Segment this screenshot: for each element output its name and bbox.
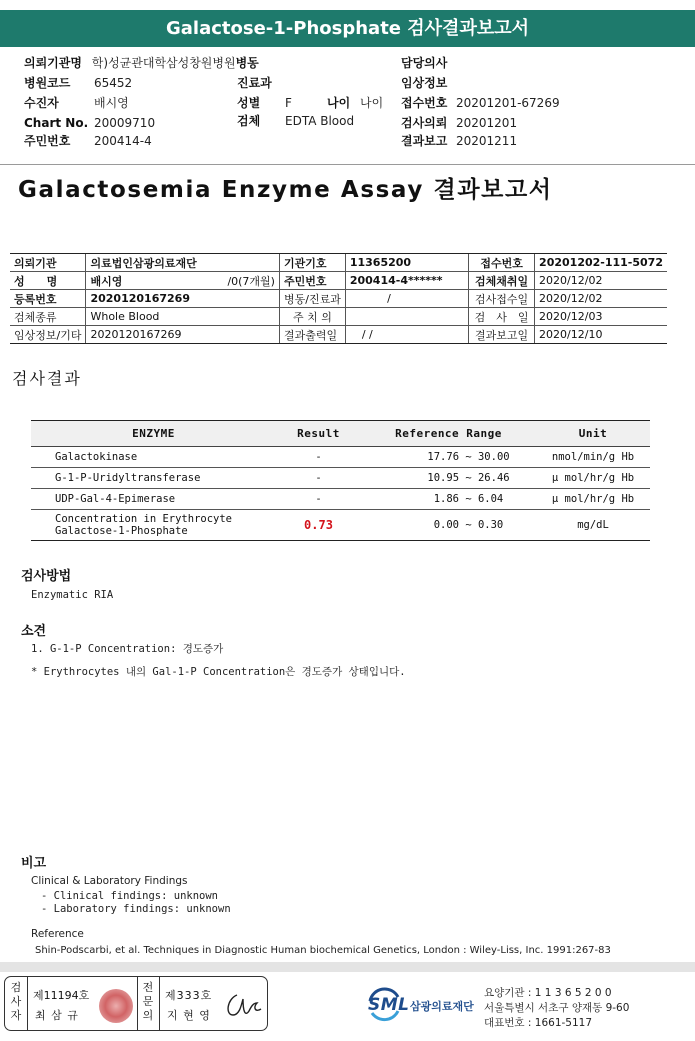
examiner-name: 최 삼 규 bbox=[35, 1009, 79, 1022]
collect-label: 검체채취일 bbox=[469, 272, 535, 290]
receipt-no-value: 20201201-67269 bbox=[456, 96, 560, 110]
examiner-number: 제11194호 bbox=[33, 989, 90, 1002]
recipient-label: 수진자 bbox=[24, 96, 59, 110]
remarks-line2: - Laboratory findings: unknown bbox=[41, 903, 231, 915]
enzyme-unit: μ mol/hr/g Hb bbox=[536, 489, 650, 510]
method-text: Enzymatic RIA bbox=[31, 589, 114, 601]
findings-line2: * Erythrocytes 내의 Gal-1-P Concentration은 경도증가 상태입니다. bbox=[31, 666, 406, 678]
org-address: 서울특별시 서초구 양재동 9-60 bbox=[484, 1002, 630, 1014]
request-date-value: 20201201 bbox=[456, 116, 518, 130]
receipt-label: 접수번호 bbox=[469, 254, 535, 272]
report-header-title: Galactose-1-Phosphate 검사결과보고서 bbox=[0, 10, 695, 47]
enzyme-unit: μ mol/hr/g Hb bbox=[536, 468, 650, 489]
org-label: 의뢰기관 bbox=[10, 254, 86, 272]
test-date-label: 검 사 일 bbox=[469, 308, 535, 326]
org-value: 의료법인삼광의료재단 bbox=[86, 254, 280, 272]
remarks-title: 비고 bbox=[21, 856, 47, 871]
report-date-value: 20201211 bbox=[456, 134, 518, 148]
name-label: 성 명 bbox=[10, 272, 86, 290]
enzyme-range: 1.86 ~ 6.04 bbox=[361, 489, 536, 510]
concentration-result: 0.73 bbox=[276, 510, 361, 541]
header-unit: Unit bbox=[536, 421, 650, 447]
resident-value: 200414-4****** bbox=[345, 272, 468, 290]
print-date-label: 결과출력일 bbox=[279, 326, 345, 344]
official-seal-icon bbox=[99, 989, 133, 1023]
resident-no-value: 200414-4 bbox=[94, 134, 152, 148]
signature-box bbox=[4, 976, 268, 1031]
sex-value: F bbox=[285, 96, 292, 110]
name-value: 배시영 bbox=[86, 272, 223, 290]
receipt-no-label: 접수번호 bbox=[401, 96, 448, 110]
footer-band bbox=[0, 962, 695, 972]
enzyme-unit: nmol/min/g Hb bbox=[536, 447, 650, 468]
table-header-row bbox=[31, 421, 650, 447]
enzyme-name: UDP-Gal-4-Epimerase bbox=[31, 489, 276, 510]
concentration-line2: Galactose-1-Phosphate bbox=[55, 525, 188, 537]
attending-row bbox=[401, 56, 447, 70]
enzyme-name-concentration bbox=[31, 510, 276, 541]
result-section-title: 검사결과 bbox=[12, 369, 82, 388]
test-date-value: 2020/12/03 bbox=[535, 308, 667, 326]
concentration-range: 0.00 ~ 0.30 bbox=[361, 510, 536, 541]
report-date-value-2: 2020/12/10 bbox=[535, 326, 667, 344]
table-row bbox=[31, 489, 650, 510]
recipient-value: 배시영 bbox=[94, 96, 129, 110]
specimen-label: 검체 bbox=[237, 114, 261, 128]
reviewer-name: 지 현 영 bbox=[167, 1009, 211, 1022]
specimen-value: EDTA Blood bbox=[285, 114, 355, 128]
table-row bbox=[10, 254, 667, 272]
sex-age-value: /0(7개월) bbox=[223, 272, 279, 290]
sml-org-name: 삼광의료재단 bbox=[410, 1000, 474, 1013]
specimen-type-label: 검체종류 bbox=[10, 308, 86, 326]
sml-logo-text: SML bbox=[368, 995, 410, 1015]
hospital-code-row bbox=[24, 76, 70, 90]
resident-label: 주민번호 bbox=[279, 272, 345, 290]
findings-line1: 1. G-1-P Concentration: 경도증가 bbox=[31, 643, 224, 655]
age-value: 나이 bbox=[360, 96, 384, 110]
main-title: Galactosemia Enzyme Assay 결과보고서 bbox=[18, 177, 553, 203]
report-date-label: 결과보고 bbox=[401, 134, 448, 148]
receipt-value: 20201202-111-5072 bbox=[535, 254, 667, 272]
header-enzyme: ENZYME bbox=[31, 421, 276, 447]
reg-value: 2020120167269 bbox=[86, 290, 280, 308]
header-reference-range: Reference Range bbox=[361, 421, 536, 447]
org-code-label: 기관기호 bbox=[279, 254, 345, 272]
ward-value: / bbox=[345, 290, 468, 308]
doctor-value bbox=[345, 308, 468, 326]
table-row bbox=[10, 326, 667, 344]
table-row bbox=[31, 447, 650, 468]
reg-label: 등록번호 bbox=[10, 290, 86, 308]
header-divider bbox=[0, 164, 695, 165]
collect-value: 2020/12/02 bbox=[535, 272, 667, 290]
report-date-label-2: 결과보고일 bbox=[469, 326, 535, 344]
clinical-label: 임상정보/기타 bbox=[10, 326, 86, 344]
age-label: 나이 bbox=[327, 96, 351, 110]
remarks-subtitle: Clinical & Laboratory Findings bbox=[31, 875, 188, 887]
department-label: 진료과 bbox=[237, 76, 272, 90]
received-label: 검사접수일 bbox=[469, 290, 535, 308]
chart-no-label: Chart No. bbox=[24, 116, 89, 130]
reference-title: Reference bbox=[31, 928, 84, 940]
table-row bbox=[31, 468, 650, 489]
print-date-value: / / bbox=[345, 326, 468, 344]
enzyme-result: - bbox=[276, 489, 361, 510]
reference-text: Shin-Podscarbi, et al. Techniques in Diagnostic Human biochemical Genetics, London : Wiley-Liss, Inc. 1991:267-83 bbox=[35, 945, 611, 956]
divider bbox=[159, 977, 160, 1030]
divider bbox=[27, 977, 28, 1030]
ward-label: 병동 bbox=[235, 56, 259, 70]
org-code: 요양기관 : 1 1 3 6 5 2 0 0 bbox=[484, 987, 612, 999]
divider bbox=[137, 977, 138, 1030]
enzyme-result: - bbox=[276, 447, 361, 468]
table-row bbox=[31, 510, 650, 541]
requesting-org-row bbox=[24, 56, 259, 70]
requesting-org-value: 학)성균관대학삼성창원병원 bbox=[91, 56, 236, 70]
ward-label: 병동/진료과 bbox=[279, 290, 345, 308]
findings-title: 소견 bbox=[21, 624, 47, 639]
enzyme-name: G-1-P-Uridyltransferase bbox=[31, 468, 276, 489]
concentration-unit: mg/dL bbox=[536, 510, 650, 541]
org-code-value: 11365200 bbox=[345, 254, 468, 272]
requesting-org-label: 의뢰기관명 bbox=[24, 56, 82, 70]
method-title: 검사방법 bbox=[21, 569, 72, 584]
examiner-label: 검사자 bbox=[10, 981, 22, 1022]
hospital-code-label: 병원코드 bbox=[24, 76, 71, 90]
org-phone: 대표번호 : 1661-5117 bbox=[484, 1017, 593, 1029]
reviewer-number: 제333호 bbox=[165, 989, 213, 1002]
specimen-type-value: Whole Blood bbox=[86, 308, 280, 326]
received-value: 2020/12/02 bbox=[535, 290, 667, 308]
table-row bbox=[10, 308, 667, 326]
sex-label: 성별 bbox=[237, 96, 261, 110]
attending-label: 담당의사 bbox=[401, 56, 448, 70]
patient-info-table bbox=[10, 253, 667, 344]
enzyme-range: 10.95 ~ 26.46 bbox=[361, 468, 536, 489]
reviewer-label: 전문의 bbox=[142, 981, 154, 1022]
remarks-line1: - Clinical findings: unknown bbox=[41, 890, 219, 902]
enzyme-range: 17.76 ~ 30.00 bbox=[361, 447, 536, 468]
clinical-info-label: 임상정보 bbox=[401, 76, 448, 90]
enzyme-result: - bbox=[276, 468, 361, 489]
result-table bbox=[31, 420, 650, 541]
table-row bbox=[10, 272, 667, 290]
header-result: Result bbox=[276, 421, 361, 447]
table-row bbox=[10, 290, 667, 308]
resident-no-label: 주민번호 bbox=[24, 134, 71, 148]
enzyme-name: Galactokinase bbox=[31, 447, 276, 468]
signature-icon bbox=[223, 989, 263, 1021]
doctor-label: 주 치 의 bbox=[279, 308, 345, 326]
concentration-line1: Concentration in Erythrocyte bbox=[55, 513, 233, 525]
chart-no-value: 20009710 bbox=[94, 116, 156, 130]
hospital-code-value: 65452 bbox=[94, 76, 133, 90]
request-date-label: 검사의뢰 bbox=[401, 116, 448, 130]
clinical-value: 2020120167269 bbox=[86, 326, 280, 344]
